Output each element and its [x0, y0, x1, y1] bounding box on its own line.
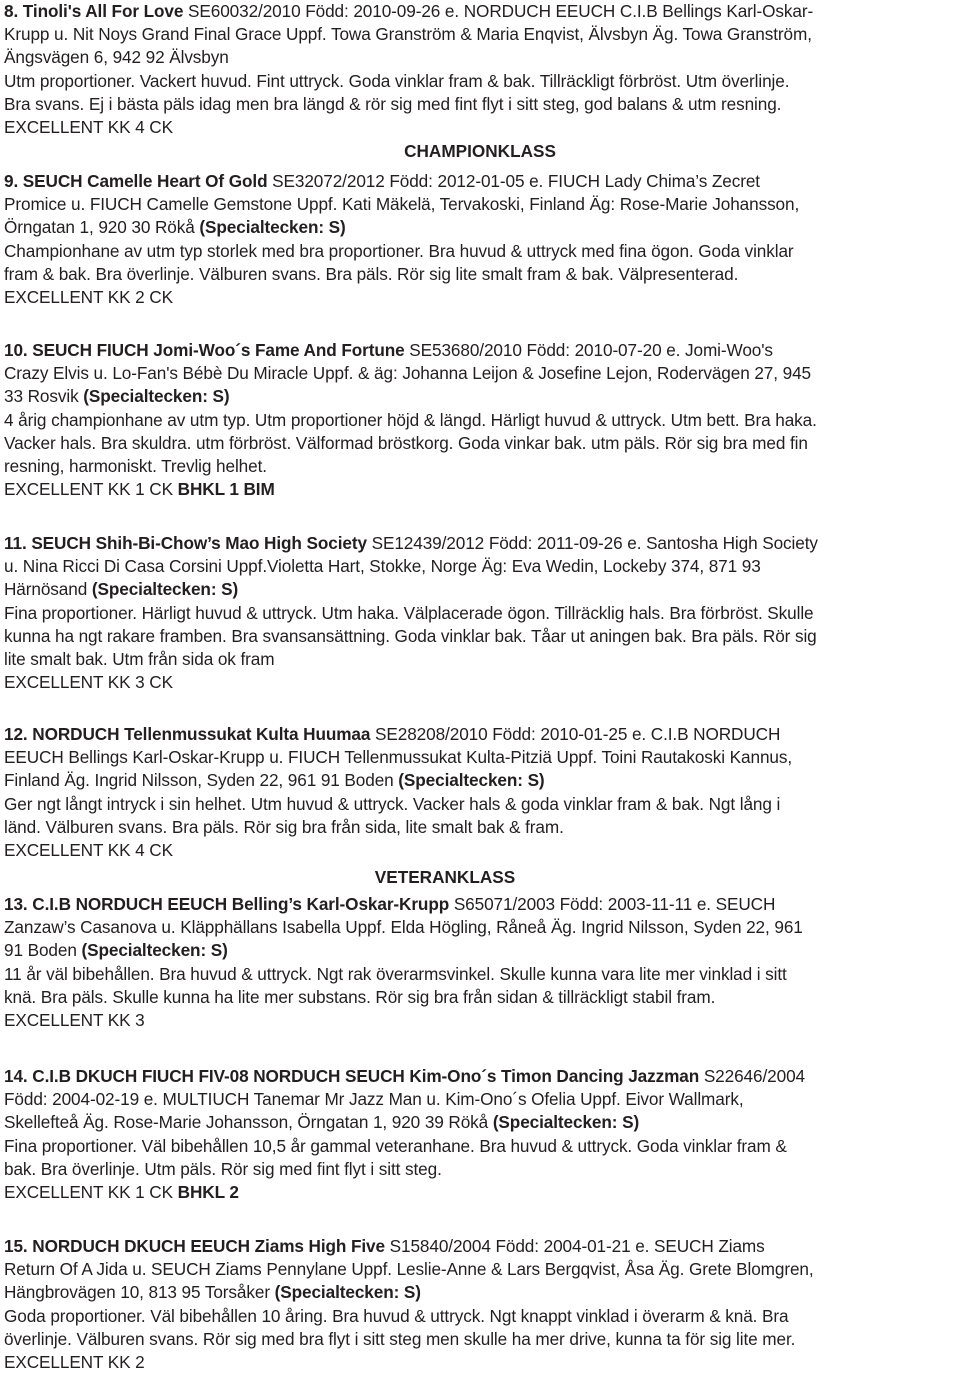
- entry-text-line: [4, 1111, 639, 1133]
- entry-name: 13. C.I.B NORDUCH EEUCH Belling’s Karl-Oskar-Krupp: [4, 894, 450, 914]
- entry-text: kunna ha ngt rakare framben. Bra svansansättning. Goda vinklar bak. Tåar ut aningen bak. Bra päls. Rör sig: [4, 625, 817, 646]
- entry-text-line: [4, 1135, 787, 1157]
- entry-text: Return Of A Jida u. SEUCH Ziams Pennylane Uppf. Leslie-Anne & Lars Bergqvist, Åsa Äg. Grete Blomgren,: [4, 1259, 814, 1280]
- entry-text: EEUCH Bellings Karl-Oskar-Krupp u. FIUCH Tellenmussukat Kulta-Pitziä Uppf. Toini Rautakoski Kannus,: [4, 747, 793, 768]
- entry-name: 14. C.I.B DKUCH FIUCH FIV-08 NORDUCH SEUCH Kim-Ono´s Timon Dancing Jazzman: [4, 1066, 700, 1086]
- entry-text-line: [4, 46, 229, 68]
- entry-text: överlinje. Välburen svans. Rör sig med bra flyt i sitt steg men skulle ha mer drive, kunna ta för sig lite mer.: [4, 1328, 796, 1349]
- entry-text-line: [4, 625, 817, 647]
- entry-title-line: [4, 723, 780, 745]
- entry-text: 11 år väl bibehållen. Bra huvud & uttryck. Ngt rak överarmsvinkel. Skulle kunna vara lite mer vinklad i sitt: [4, 963, 787, 984]
- entry-text: Ängsvägen 6, 942 92 Älvsbyn: [4, 47, 229, 68]
- entry-name: 11. SEUCH Shih-Bi-Chow’s Mao High Society: [4, 533, 367, 553]
- entry-text: EXCELLENT KK 3 CK: [4, 672, 173, 693]
- entry-text: bak. Bra överlinje. Utm päls. Rör sig med fint flyt i sitt steg.: [4, 1158, 442, 1179]
- entry-text-line: [4, 939, 228, 961]
- entry-text: 91 Boden: [4, 940, 82, 961]
- entry-text-line: [4, 385, 230, 407]
- entry-name: 15. NORDUCH DKUCH EEUCH Ziams High Five: [4, 1236, 385, 1256]
- entry-text: Ger ngt långt intryck i sin helhet. Utm huvud & uttryck. Vacker hals & goda vinklar fram & bak. Ngt lång i: [4, 793, 781, 814]
- entry-title-line: [4, 339, 773, 361]
- entry-text-line: [4, 555, 761, 577]
- entry-text-line: [4, 23, 812, 45]
- entry-text-line: [4, 1351, 145, 1373]
- entry-text: Utm proportioner. Vackert huvud. Fint uttryck. Goda vinklar fram & bak. Tillräckligt förbröst. Utm överlinje.: [4, 70, 790, 91]
- entry-text-line: [4, 986, 715, 1008]
- entry-text: SE28208/2010 Född: 2010-01-25 e. C.I.B NORDUCH: [370, 724, 781, 744]
- entry-text: Zanzaw’s Casanova u. Kläpphällans Isabella Uppf. Elda Högling, Råneå Äg. Ingrid Nilsson, Syden 22, 961: [4, 917, 803, 938]
- entry-text-line: [4, 648, 274, 670]
- entry-text: EXCELLENT KK 2: [4, 1352, 145, 1372]
- entry-text: Skellefteå Äg. Rose-Marie Johansson, Örngatan 1, 920 39 Rökå: [4, 1112, 493, 1133]
- entry-text: Crazy Elvis u. Lo-Fan's Bébè Du Miracle Uppf. & äg: Johanna Leijon & Josefine Lejon, Rodervägen 27, 945: [4, 363, 811, 384]
- entry-text: länd. Välburen svans. Bra päls. Rör sig bra från sida, lite smalt bak & fram.: [4, 816, 564, 837]
- entry-text-line: [4, 1009, 145, 1031]
- entry-text: 4 årig championhane av utm typ. Utm proportioner höjd & längd. Härligt huvud & uttryck. Utm bett. Bra haka.: [4, 409, 817, 430]
- entry-text: SE12439/2012 Född: 2011-09-26 e. Santosha High Society: [366, 533, 818, 553]
- entry-bold-suffix: (Specialtecken: S): [83, 386, 230, 407]
- entry-text: EXCELLENT KK 4 CK: [4, 840, 173, 860]
- entry-text-line: [4, 116, 173, 138]
- entry-title-line: [4, 1065, 805, 1087]
- entry-text-line: [4, 70, 789, 92]
- entry-text-line: [4, 793, 780, 815]
- entry-bold-suffix: (Specialtecken: S): [81, 940, 228, 961]
- entry-text: EXCELLENT KK 4 CK: [4, 117, 173, 137]
- entry-text: Hängbrovägen 10, 813 95 Torsåker: [4, 1282, 275, 1303]
- entry-text: EXCELLENT KK 1 CK: [4, 479, 178, 500]
- entry-name: 9. SEUCH Camelle Heart Of Gold: [4, 171, 268, 191]
- entry-text-line: [4, 578, 238, 600]
- entry-title-line: [4, 1235, 765, 1257]
- entry-text-line: [4, 746, 792, 768]
- entry-text: S22646/2004: [699, 1066, 805, 1086]
- entry-text: EXCELLENT KK 2 CK: [4, 287, 173, 307]
- entry-name: 10. SEUCH FIUCH Jomi-Woo´s Fame And Fortune: [4, 340, 405, 360]
- entry-text-line: [4, 671, 173, 693]
- entry-text-line: [4, 93, 781, 115]
- entry-text: EXCELLENT KK 3: [4, 1010, 145, 1030]
- entry-bold-suffix: (Specialtecken: S): [274, 1282, 421, 1303]
- entry-text-line: [4, 409, 817, 431]
- entry-text-line: [4, 286, 173, 308]
- class-heading-veteran: VETERANKLASS: [374, 867, 516, 887]
- entry-text: Örngatan 1, 920 30 Rökå: [4, 217, 200, 238]
- entry-text-line: [4, 1258, 814, 1280]
- entry-name: 8. Tinoli's All For Love: [4, 1, 184, 21]
- entry-text: Vacker hals. Bra skuldra. utm förbröst. Välformad bröstkorg. Goda vinkar bak. utm päls. Rör sig bra med fin: [4, 432, 808, 453]
- entry-text-line: [4, 1088, 744, 1110]
- entry-bold-suffix: BHKL 2: [177, 1182, 239, 1202]
- entry-text: Fina proportioner. Väl bibehållen 10,5 år gammal veteranhane. Bra huvud & uttryck. Goda vinklar fram &: [4, 1135, 787, 1156]
- entry-text: 33 Rosvik: [4, 386, 84, 407]
- entry-text: Fina proportioner. Härligt huvud & uttryck. Utm haka. Välplacerade ögon. Tillräcklig hals. Bra förbröst. Skulle: [4, 602, 814, 623]
- entry-text: knä. Bra päls. Skulle kunna ha lite mer substans. Rör sig bra från sidan & tillräckligt stabil fram.: [4, 986, 716, 1007]
- entry-bold-suffix: (Specialtecken: S): [398, 770, 545, 791]
- entry-title-line: [4, 893, 775, 915]
- class-heading-champion: CHAMPIONKLASS: [404, 141, 556, 161]
- entry-text-line: [4, 1158, 442, 1180]
- entry-text: resning, harmoniskt. Trevlig helhet.: [4, 456, 267, 476]
- entry-text-line: [4, 362, 811, 384]
- entry-text-line: [4, 193, 799, 215]
- entry-text: Finland Äg. Ingrid Nilsson, Syden 22, 961 91 Boden: [4, 770, 399, 791]
- entry-bold-suffix: (Specialtecken: S): [91, 579, 239, 600]
- entry-text: Född: 2004-02-19 e. MULTIUCH Tanemar Mr Jazz Man u. Kim-Ono´s Ofelia Uppf. Eivor Wallmark,: [4, 1089, 744, 1110]
- entry-text-line: [4, 216, 346, 238]
- entry-text-line: [4, 455, 267, 477]
- entry-text: SE32072/2012 Född: 2012-01-05 e. FIUCH Lady Chima’s Zecret: [267, 171, 760, 191]
- entry-text-line: [4, 1181, 239, 1203]
- entry-text: Bra svans. Ej i bästa päls idag men bra längd & rör sig med fint flyt i sitt steg, god balans & utm resning.: [4, 93, 782, 114]
- entry-text-line: [4, 1328, 795, 1350]
- entry-text-line: [4, 240, 794, 262]
- entry-text-line: [4, 1305, 788, 1327]
- entry-text: fram & bak. Bra överlinje. Välburen svans. Bra päls. Rör sig lite smalt fram & bak. Välpresenterad.: [4, 263, 739, 284]
- entry-title-line: [4, 0, 813, 22]
- entry-text-line: [4, 263, 738, 285]
- entry-text-line: [4, 432, 808, 454]
- entry-text: SE53680/2010 Född: 2010-07-20 e. Jomi-Woo's: [404, 340, 773, 360]
- entry-text: u. Nina Ricci Di Casa Corsini Uppf.Violetta Hart, Stokke, Norge Äg: Eva Wedin, Lockeby 374, 871 93: [4, 556, 761, 577]
- entry-text: Goda proportioner. Väl bibehållen 10 åring. Bra huvud & uttryck. Ngt knappt vinklad i överarm & knä. Bra: [4, 1305, 789, 1326]
- entry-text-line: [4, 963, 787, 985]
- entry-title-line: [4, 170, 760, 192]
- entry-text: lite smalt bak. Utm från sida ok fram: [4, 649, 275, 669]
- entry-text: SE60032/2010 Född: 2010-09-26 e. NORDUCH EEUCH C.I.B Bellings Karl-Oskar-: [183, 1, 814, 21]
- entry-text: Krupp u. Nit Noys Grand Final Grace Uppf. Towa Granström & Maria Enqvist, Älvsbyn Äg. Towa Granström,: [4, 24, 812, 45]
- entry-text-line: [4, 916, 803, 938]
- entry-text: S15840/2004 Född: 2004-01-21 e. SEUCH Ziams: [384, 1236, 765, 1256]
- entry-bold-suffix: BHKL 1 BIM: [177, 479, 275, 500]
- entry-text-line: [4, 602, 814, 624]
- entry-bold-suffix: (Specialtecken: S): [199, 217, 346, 238]
- entry-text: EXCELLENT KK 1 CK: [4, 1182, 178, 1202]
- entry-text-line: [4, 816, 564, 838]
- entry-text: Promice u. FIUCH Camelle Gemstone Uppf. Kati Mäkelä, Tervakoski, Finland Äg: Rose-Marie Johansson,: [4, 194, 800, 215]
- entry-text: S65071/2003 Född: 2003-11-11 e. SEUCH: [449, 894, 776, 914]
- entry-bold-suffix: (Specialtecken: S): [492, 1112, 640, 1133]
- entry-text: Championhane av utm typ storlek med bra proportioner. Bra huvud & uttryck med fina ögon. Goda vinklar: [4, 240, 794, 261]
- entry-text-line: [4, 769, 545, 791]
- entry-text: Härnösand: [4, 579, 92, 600]
- entry-text-line: [4, 478, 275, 500]
- entry-text-line: [4, 839, 173, 861]
- entry-title-line: [4, 532, 818, 554]
- entry-name: 12. NORDUCH Tellenmussukat Kulta Huumaa: [4, 724, 371, 744]
- entry-text-line: [4, 1281, 421, 1303]
